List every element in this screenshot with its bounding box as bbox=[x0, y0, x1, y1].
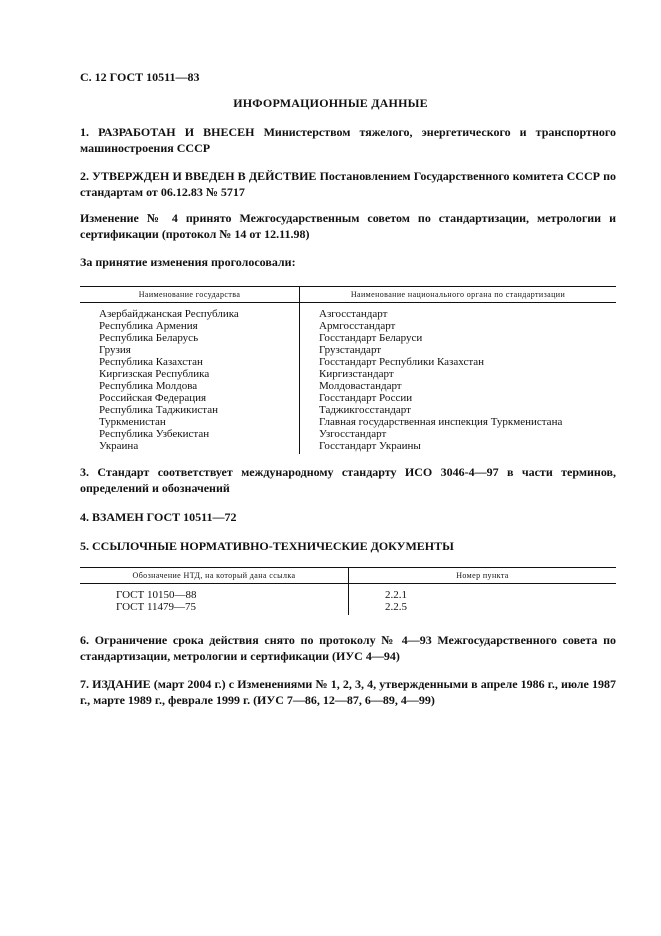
state-name: Российская Федерация bbox=[99, 392, 207, 404]
item-5-text: ССЫЛОЧНЫЕ НОРМАТИВНО-ТЕХНИЧЕСКИЕ ДОКУМЕНТЫ bbox=[92, 539, 454, 553]
state-name: Республика Беларусь bbox=[99, 332, 199, 344]
state-name: Киргизская Республика bbox=[99, 368, 210, 380]
item-7-number: 7. bbox=[80, 677, 89, 691]
reference-table bbox=[80, 567, 616, 615]
item-6-text: Ограничение срока действия снято по протоколу № 4—93 Межгосударственного совета по стандартизации, метрологии и сертификации (ИУС 4—94) bbox=[80, 633, 617, 663]
vote-table-header bbox=[80, 287, 616, 303]
standards-body: Армгосстандарт bbox=[300, 320, 617, 332]
state-name: Республика Казахстан bbox=[99, 356, 203, 368]
state-name: Республика Молдова bbox=[99, 380, 198, 392]
reference-document: ГОСТ 11479—75 bbox=[116, 601, 197, 613]
standards-body: Госстандарт Украины bbox=[300, 440, 617, 454]
item-4-number: 4. bbox=[80, 510, 89, 524]
item-2-number: 2. bbox=[80, 169, 89, 183]
item-3 bbox=[80, 464, 616, 496]
item-1 bbox=[80, 124, 616, 156]
item-6 bbox=[80, 632, 616, 664]
clause-number: 2.2.5 bbox=[349, 601, 617, 615]
vote-table-row bbox=[80, 356, 616, 368]
standards-body: Киргизстандарт bbox=[300, 368, 617, 380]
vote-table-row bbox=[80, 416, 616, 428]
vote-table-row bbox=[80, 428, 616, 440]
state-name: Республика Узбекистан bbox=[99, 428, 210, 440]
item-1-number: 1. bbox=[80, 125, 89, 139]
vote-table-row bbox=[80, 380, 616, 392]
vote-table-row bbox=[80, 368, 616, 380]
item-4 bbox=[80, 509, 616, 525]
state-name: Азербайджанская Республика bbox=[99, 308, 239, 320]
item-6-number: 6. bbox=[80, 633, 89, 647]
section-title: ИНФОРМАЦИОННЫЕ ДАННЫЕ bbox=[233, 96, 428, 110]
ref-table-body bbox=[80, 584, 616, 616]
state-name: Республика Таджикистан bbox=[99, 404, 218, 416]
reference-document: ГОСТ 10150—88 bbox=[116, 589, 197, 601]
standards-body: Азгосстандарт bbox=[300, 303, 617, 321]
ref-table-header bbox=[80, 568, 616, 584]
ref-table-row bbox=[80, 584, 616, 602]
standards-body: Узгосстандарт bbox=[300, 428, 617, 440]
vote-table-row bbox=[80, 303, 616, 321]
standards-body: Госстандарт России bbox=[300, 392, 617, 404]
item-5-number: 5. bbox=[80, 539, 89, 553]
item-2-text: Постановлением Государственного комитета СССР по стандартам от 06.12.83 № 5717 bbox=[80, 169, 617, 199]
standards-body: Грузстандарт bbox=[300, 344, 617, 356]
vote-table-row bbox=[80, 440, 616, 454]
standards-body: Госстандарт Беларуси bbox=[300, 332, 617, 344]
item-7 bbox=[80, 676, 616, 708]
state-name: Грузия bbox=[99, 344, 131, 356]
vote-table-row bbox=[80, 332, 616, 344]
clause-number: 2.2.1 bbox=[349, 584, 617, 602]
item-2-lead: УТВЕРЖДЕН И ВВЕДЕН В ДЕЙСТВИЕ bbox=[92, 169, 317, 183]
state-name: Украина bbox=[99, 440, 139, 452]
item-1-lead: РАЗРАБОТАН И ВНЕСЕН bbox=[98, 125, 255, 139]
item-5 bbox=[80, 538, 616, 554]
vote-table-row bbox=[80, 320, 616, 332]
vote-table-row bbox=[80, 344, 616, 356]
voted-label: За принятие изменения проголосовали: bbox=[80, 255, 296, 269]
item-3-number: 3. bbox=[80, 465, 89, 479]
item-3-text: Стандарт соответствует международному стандарту ИСО 3046-4—97 в части терминов, определений и обозначений bbox=[80, 465, 616, 495]
item-2 bbox=[80, 168, 616, 200]
vote-table-row bbox=[80, 392, 616, 404]
standards-body: Таджикгосстандарт bbox=[300, 404, 617, 416]
state-name: Туркменистан bbox=[99, 416, 166, 428]
state-name: Республика Армения bbox=[99, 320, 198, 332]
ref-col-clause: Номер пункта bbox=[349, 568, 617, 584]
vote-col-body: Наименование национального органа по стандартизации bbox=[300, 287, 617, 303]
vote-table-row bbox=[80, 404, 616, 416]
standards-body: Молдовастандарт bbox=[300, 380, 617, 392]
item-1-text: Министерством тяжелого, энергетического и транспортного машиностроения СССР bbox=[80, 125, 617, 155]
vote-table-body bbox=[80, 303, 616, 455]
item-4-text: ВЗАМЕН ГОСТ 10511—72 bbox=[92, 510, 237, 524]
standards-body: Госстандарт Республики Казахстан bbox=[300, 356, 617, 368]
standards-body: Главная государственная инспекция Туркменистана bbox=[300, 416, 617, 428]
change-note: Изменение № 4 принято Межгосударственным советом по стандартизации, метрологии и сертификации (протокол № 14 от 12.11.98) bbox=[80, 211, 616, 241]
ref-table-row bbox=[80, 601, 616, 615]
vote-col-state: Наименование государства bbox=[138, 290, 241, 299]
vote-table bbox=[80, 286, 616, 454]
ref-col-document: Обозначение НТД, на который дана ссылка bbox=[132, 571, 296, 580]
page-header: С. 12 ГОСТ 10511—83 bbox=[80, 70, 200, 84]
item-7-text: ИЗДАНИЕ (март 2004 г.) с Изменениями № 1, 2, 3, 4, утвержденными в апреле 1986 г., июле 1987 г., марте 1989 г., феврале 1999 г. (ИУС 7—86, 12—87, 6—89, 4—99) bbox=[80, 677, 616, 707]
